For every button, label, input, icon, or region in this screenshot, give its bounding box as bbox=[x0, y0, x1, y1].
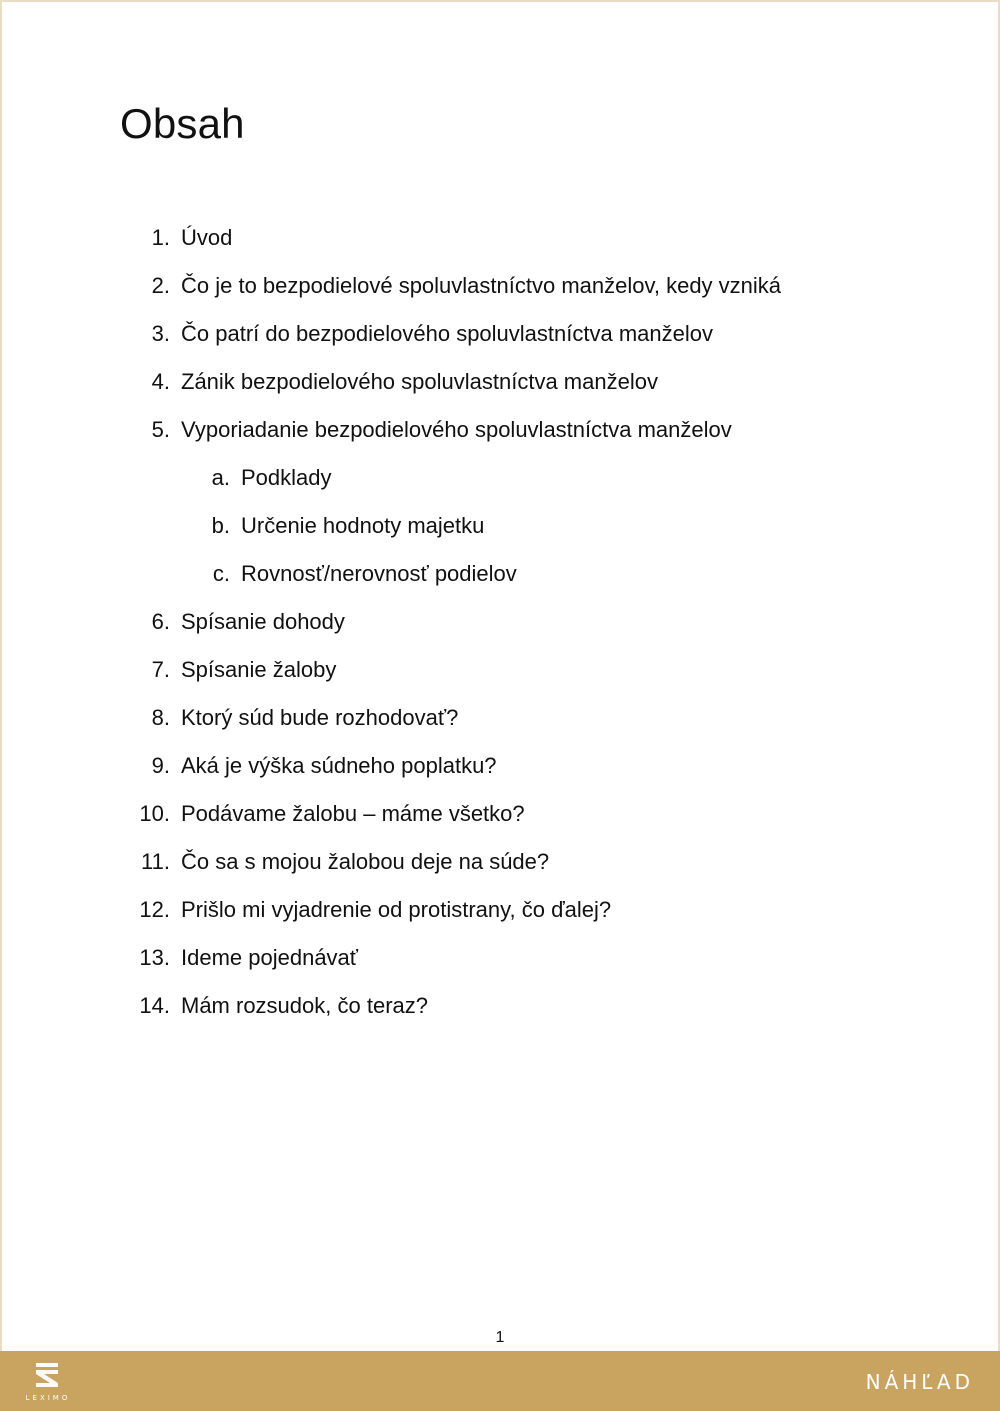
toc-item bbox=[0, 838, 1000, 886]
logo-text: LEXIMO bbox=[25, 1394, 71, 1402]
toc-item-label: Aká je výška súdneho poplatku? bbox=[181, 753, 497, 778]
toc-item-label: Ktorý súd bude rozhodovať? bbox=[181, 705, 459, 730]
toc-item-label: Mám rozsudok, čo teraz? bbox=[181, 993, 428, 1018]
toc-item bbox=[0, 790, 1000, 838]
toc-item-label: Čo sa s mojou žalobou deje na súde? bbox=[181, 849, 550, 874]
toc-item-label: Určenie hodnoty majetku bbox=[241, 513, 485, 538]
toc-item-number: c. bbox=[212, 561, 230, 586]
toc-item-number: 4. bbox=[151, 369, 170, 394]
toc-subitem bbox=[0, 502, 1000, 550]
toc-item bbox=[0, 694, 1000, 742]
toc-item-label: Spísanie žaloby bbox=[181, 657, 337, 682]
toc-item-number: 1. bbox=[151, 225, 170, 250]
toc-item bbox=[0, 214, 1000, 262]
toc-item bbox=[0, 886, 1000, 934]
page-number: 1 bbox=[495, 1329, 505, 1346]
toc-item bbox=[0, 358, 1000, 406]
toc-item-label: Podklady bbox=[241, 465, 332, 490]
toc-item-number: 5. bbox=[151, 417, 170, 442]
toc-item-label: Podávame žalobu – máme všetko? bbox=[181, 801, 525, 826]
leximo-logo-icon bbox=[34, 1361, 62, 1391]
toc-item-label: Rovnosť/nerovnosť podielov bbox=[241, 561, 517, 586]
toc-item-label: Zánik bezpodielového spoluvlastníctva manželov bbox=[181, 369, 658, 394]
toc-item bbox=[0, 310, 1000, 358]
toc-item-label: Prišlo mi vyjadrenie od protistrany, čo ďalej? bbox=[181, 897, 612, 922]
toc-item-label: Ideme pojednávať bbox=[181, 945, 359, 970]
toc-item-number: 9. bbox=[151, 753, 170, 778]
toc-item-number: 13. bbox=[139, 945, 170, 970]
toc-item-number: 10. bbox=[139, 801, 170, 826]
toc-item-number: 11. bbox=[141, 849, 170, 874]
toc-item-label: Vyporiadanie bezpodielového spoluvlastníctva manželov bbox=[181, 417, 732, 442]
leximo-logo bbox=[22, 1361, 74, 1405]
preview-label: NÁHĽAD bbox=[865, 1370, 974, 1394]
toc-item-number: 8. bbox=[151, 705, 170, 730]
toc-item bbox=[0, 406, 1000, 454]
toc-item bbox=[0, 934, 1000, 982]
toc-item-number: a. bbox=[211, 465, 230, 490]
toc-item bbox=[0, 646, 1000, 694]
toc-item bbox=[0, 742, 1000, 790]
table-of-contents bbox=[0, 214, 1000, 1030]
toc-item-number: 12. bbox=[139, 897, 170, 922]
toc-item-number: 14. bbox=[139, 993, 170, 1018]
toc-item-number: 3. bbox=[151, 321, 170, 346]
toc-item-number: 2. bbox=[151, 273, 170, 298]
toc-item-number: 6. bbox=[151, 609, 170, 634]
footer-bar bbox=[0, 1351, 1000, 1411]
toc-item bbox=[0, 598, 1000, 646]
toc-item-label: Čo patrí do bezpodielového spoluvlastníctva manželov bbox=[181, 321, 713, 346]
toc-item-number: b. bbox=[211, 513, 230, 538]
toc-subitem bbox=[0, 454, 1000, 502]
toc-item-label: Úvod bbox=[181, 225, 233, 250]
toc-item-label: Spísanie dohody bbox=[181, 609, 345, 634]
toc-item-number: 7. bbox=[151, 657, 170, 682]
page-title: Obsah bbox=[120, 100, 245, 147]
toc-item-label: Čo je to bezpodielové spoluvlastníctvo manželov, kedy vzniká bbox=[181, 273, 782, 298]
toc-item bbox=[0, 982, 1000, 1030]
toc-subitem bbox=[0, 550, 1000, 598]
toc-item bbox=[0, 262, 1000, 310]
